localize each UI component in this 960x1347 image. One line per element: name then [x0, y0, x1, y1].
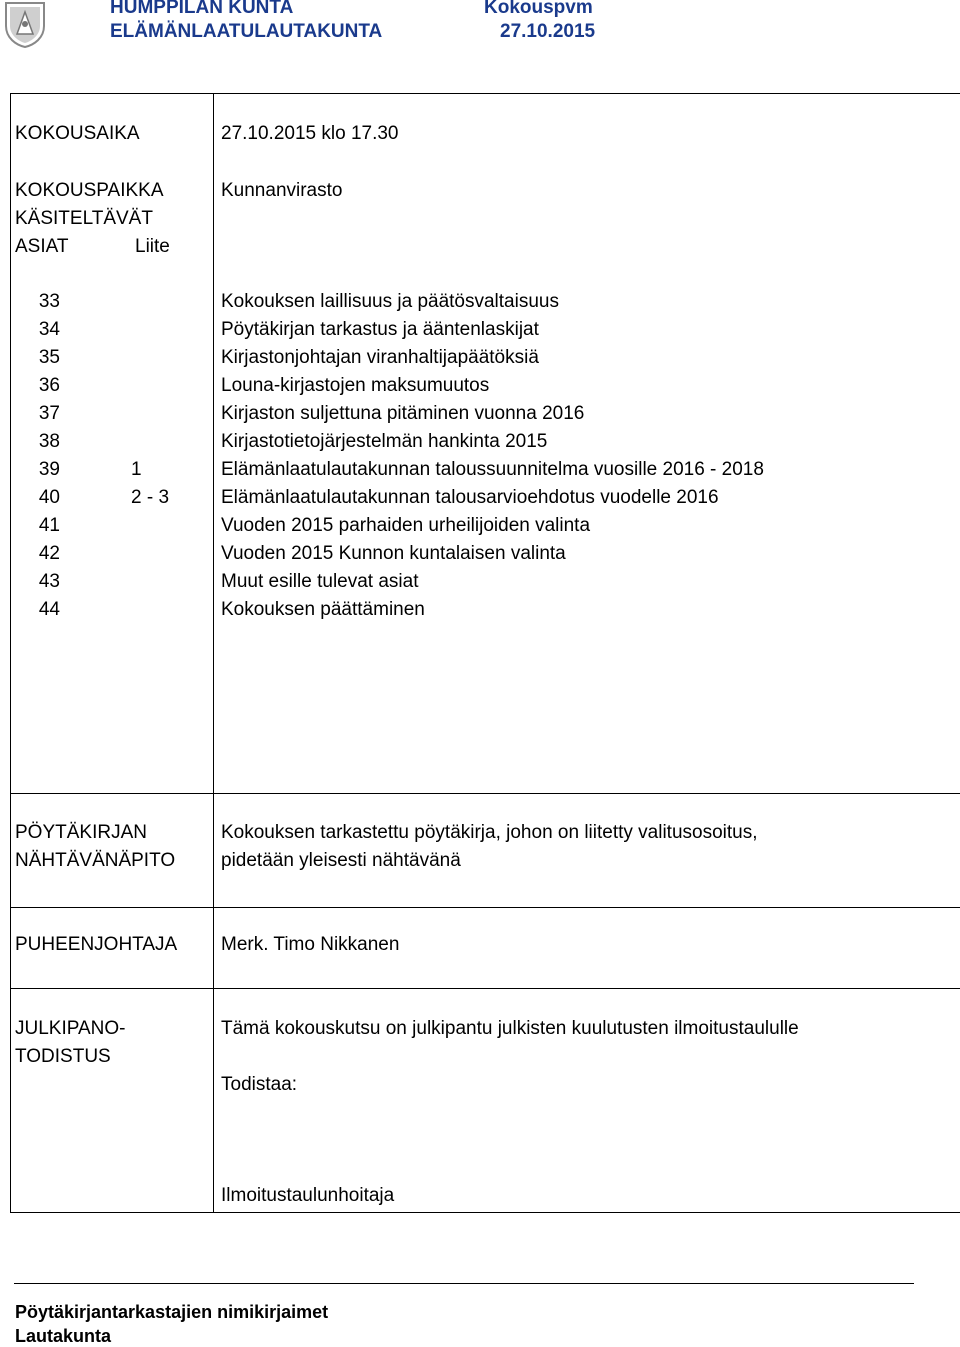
- minutes-text-2: pidetään yleisesti nähtävänä: [221, 850, 461, 871]
- footer-committee: Lautakunta: [15, 1326, 112, 1346]
- chair-value: Merk. Timo Nikkanen: [221, 934, 400, 955]
- municipality-crest-icon: [2, 0, 48, 48]
- agenda-attachment: 1: [131, 459, 142, 480]
- section-divider: [10, 907, 960, 908]
- agenda-number: 35: [38, 347, 60, 368]
- agenda-title: Kokouksen laillisuus ja päätösvaltaisuus: [221, 291, 559, 312]
- section-divider: [10, 793, 960, 794]
- topics-label: KÄSITELTÄVÄT: [15, 208, 153, 229]
- agenda-title: Elämänlaatulautakunnan talousarvioehdotus vuodelle 2016: [221, 487, 719, 508]
- agenda-number: 36: [38, 375, 60, 396]
- topics-label-2: ASIAT: [15, 236, 69, 257]
- agenda-title: Elämänlaatulautakunnan taloussuunnitelma vuosille 2016 - 2018: [221, 459, 764, 480]
- municipality-name: HUMPPILAN KUNTA: [110, 0, 294, 18]
- posting-certify: Todistaa:: [221, 1074, 298, 1095]
- agenda-title: Kirjastonjohtajan viranhaltijapäätöksiä: [221, 347, 539, 368]
- agenda-title: Kokouksen päättäminen: [221, 599, 425, 620]
- posting-label: JULKIPANO-: [15, 1018, 126, 1039]
- agenda-number: 34: [38, 319, 60, 340]
- committee-name: ELÄMÄNLAATULAUTAKUNTA: [110, 21, 383, 42]
- agenda-attachment: 2 - 3: [131, 487, 170, 508]
- agenda-number: 37: [38, 403, 60, 424]
- agenda-title: Kirjastotietojärjestelmän hankinta 2015: [221, 431, 548, 452]
- agenda-number: 43: [38, 571, 60, 592]
- agenda-title: Pöytäkirjan tarkastus ja ääntenlaskijat: [221, 319, 539, 340]
- posting-label-2: TODISTUS: [15, 1046, 111, 1067]
- minutes-label-2: NÄHTÄVÄNÄPITO: [15, 850, 176, 871]
- agenda-number: 41: [38, 515, 60, 536]
- agenda-title: Vuoden 2015 parhaiden urheilijoiden valinta: [221, 515, 591, 536]
- minutes-text: Kokouksen tarkastettu pöytäkirja, johon on liitetty valitusosoitus,: [221, 822, 758, 843]
- agenda-number: 42: [38, 543, 60, 564]
- meeting-place-label: KOKOUSPAIKKA: [15, 180, 164, 201]
- agenda-title: Louna-kirjastojen maksumuutos: [221, 375, 490, 396]
- agenda-title: Kirjaston suljettuna pitäminen vuonna 2016: [221, 403, 585, 424]
- signature-line: [14, 1283, 914, 1284]
- agenda-title: Muut esille tulevat asiat: [221, 571, 419, 592]
- agenda-number: 38: [38, 431, 60, 452]
- attachment-label: Liite: [135, 236, 170, 257]
- agenda-title: Vuoden 2015 Kunnon kuntalaisen valinta: [221, 543, 566, 564]
- posting-text: Tämä kokouskutsu on julkipantu julkisten kuulutusten ilmoitustaululle: [221, 1018, 799, 1039]
- meeting-time-value: 27.10.2015 klo 17.30: [221, 123, 399, 144]
- minutes-label: PÖYTÄKIRJAN: [15, 822, 147, 843]
- agenda-number: 39: [38, 459, 60, 480]
- column-divider: [213, 93, 214, 1213]
- agenda-frame: [10, 93, 960, 1213]
- chair-label: PUHEENJOHTAJA: [15, 934, 178, 955]
- meeting-date-label: Kokouspvm: [484, 0, 593, 18]
- meeting-place-value: Kunnanvirasto: [221, 180, 343, 201]
- meeting-time-label: KOKOUSAIKA: [15, 123, 140, 144]
- section-divider: [10, 988, 960, 989]
- posting-signer: Ilmoitustaulunhoitaja: [221, 1185, 395, 1206]
- footer-reviewers-initials: Pöytäkirjantarkastajien nimikirjaimet: [15, 1302, 329, 1322]
- agenda-number: 40: [38, 487, 60, 508]
- agenda-number: 44: [38, 599, 60, 620]
- meeting-date-value: 27.10.2015: [500, 21, 596, 42]
- agenda-number: 33: [38, 291, 60, 312]
